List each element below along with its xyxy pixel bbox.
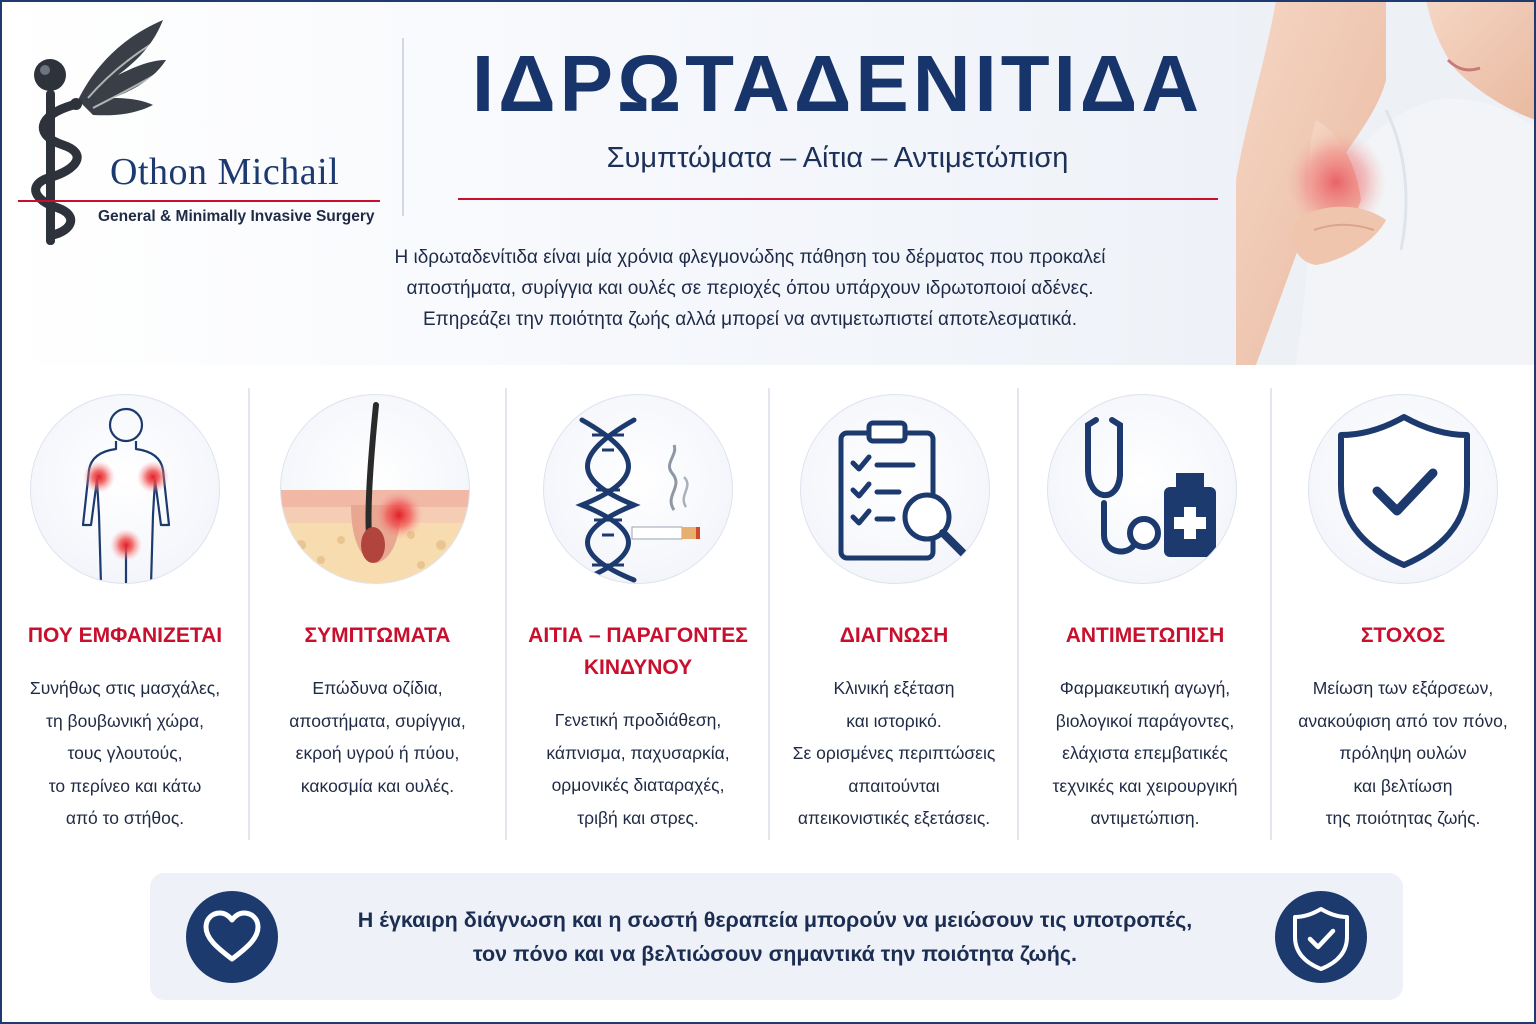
section-text <box>1272 672 1534 835</box>
text-line: κάπνισμα, παχυσαρκία, <box>546 742 730 763</box>
section-causes <box>507 386 769 846</box>
text-line: αποστήματα, συρίγγια, <box>289 710 466 731</box>
text-line: απεικονιστικές εξετάσεις. <box>797 808 991 828</box>
text-line: αντιμετώπιση. <box>1090 808 1200 828</box>
section-title: ΠΟΥ ΕΜΦΑΝΙΖΕΤΑΙ <box>27 624 223 647</box>
text-line: ορμονικές διαταραχές, <box>551 775 725 795</box>
page-title: ΙΔΡΩΤΑΔΕΝΙΤΙΔΑ <box>471 39 1204 128</box>
logo-red-line <box>18 200 380 202</box>
title-line: ΚΙΝΔΥΝΟΥ <box>583 656 693 679</box>
dna-cigarette-icon <box>543 394 733 584</box>
bottom-banner <box>150 873 1403 1000</box>
section-goal <box>1272 386 1534 846</box>
section-text <box>1019 672 1271 835</box>
title-underline <box>458 198 1218 200</box>
text-line: το περίνεο και κάτω <box>48 775 202 796</box>
text-line: και ιστορικό. <box>846 710 942 731</box>
logo-subtitle: General & Minimally Invasive Surgery <box>98 208 375 225</box>
text-line: πρόληψη ουλών <box>1339 743 1467 763</box>
text-line: Συνήθως στις μασχάλες, <box>29 678 221 698</box>
intro-line: Η ιδρωταδενίτιδα είναι μία χρόνια φλεγμονώδης πάθηση του δέρματος που προκαλεί <box>394 247 1106 268</box>
text-line: κακοσμία και ουλές. <box>300 775 455 796</box>
section-diagnosis <box>770 386 1018 846</box>
shield-check-icon <box>1308 394 1498 584</box>
text-line: Σε ορισμένες περιπτώσεις <box>792 743 996 763</box>
text-line: τριβή και στρες. <box>577 807 699 828</box>
intro-text <box>300 242 1200 335</box>
section-symptoms <box>250 386 505 846</box>
section-title: ΣΥΜΠΤΩΜΑΤΑ <box>304 624 451 647</box>
section-title: ΑΝΤΙΜΕΤΩΠΙΣΗ <box>1065 624 1225 647</box>
shield-check-icon <box>1275 891 1367 983</box>
text-line: ελάχιστα επεμβατικές <box>1062 743 1228 763</box>
section-text <box>507 704 769 834</box>
section-text <box>250 672 505 802</box>
section-text <box>0 672 250 835</box>
text-line: της ποιότητας ζωής. <box>1325 808 1481 828</box>
armpit-photo <box>1236 0 1536 365</box>
title-line: ΑΙΤΙΑ – ΠΑΡΑΓΟΝΤΕΣ <box>528 624 748 647</box>
header-band <box>0 0 1536 365</box>
logo <box>18 20 398 250</box>
text-line: Κλινική εξέταση <box>833 678 955 698</box>
text-line: Φαρμακευτική αγωγή, <box>1059 678 1231 698</box>
body-icon <box>30 394 220 584</box>
text-line: βιολογικοί παράγοντες, <box>1055 710 1235 731</box>
text-line: Μείωση των εξάρσεων, <box>1312 678 1494 698</box>
section-title <box>507 620 769 684</box>
skin-follicle-icon <box>280 394 470 584</box>
clipboard-magnifier-icon <box>800 394 990 584</box>
text-line: από το στήθος. <box>65 808 185 828</box>
text-line: απαιτούνται <box>848 775 940 796</box>
section-title: ΔΙΑΓΝΩΣΗ <box>839 624 949 647</box>
heart-icon <box>186 891 278 983</box>
page-subtitle: Συμπτώματα – Αίτια – Αντιμετώπιση <box>606 142 1069 174</box>
text-line: ανακούφιση από τον πόνο, <box>1298 710 1508 731</box>
text-line: Γενετική προδιάθεση, <box>554 710 722 730</box>
logo-name: Othon Michail <box>110 151 340 193</box>
header-divider <box>402 38 404 216</box>
stethoscope-medicine-icon <box>1047 394 1237 584</box>
intro-line: Επηρεάζει την ποιότητα ζωής αλλά μπορεί να αντιμετωπιστεί αποτελεσματικά. <box>422 309 1078 330</box>
section-treatment <box>1019 386 1271 846</box>
section-location <box>0 386 250 846</box>
text-line: εκροή υγρού ή πύου, <box>295 743 460 763</box>
intro-line: αποστήματα, συρίγγια και ουλές σε περιοχές όπου υπάρχουν ιδρωτοποιοί αδένες. <box>406 278 1094 299</box>
text-line: τεχνικές και χειρουργική <box>1052 775 1238 796</box>
section-title: ΣΤΟΧΟΣ <box>1360 624 1446 647</box>
banner-text <box>300 903 1250 971</box>
banner-line: τον πόνο και να βελτιώσουν σημαντικά την ποιότητα ζωής. <box>472 942 1078 966</box>
text-line: και βελτίωση <box>1353 775 1453 796</box>
text-line: τη βουβωνική χώρα, <box>46 710 204 731</box>
banner-line: Η έγκαιρη διάγνωση και η σωστή θεραπεία μπορούν να μειώσουν τις υποτροπές, <box>357 908 1193 932</box>
text-line: τους γλουτούς, <box>67 743 183 763</box>
text-line: Επώδυνα οζίδια, <box>312 678 443 698</box>
section-text <box>770 672 1018 835</box>
